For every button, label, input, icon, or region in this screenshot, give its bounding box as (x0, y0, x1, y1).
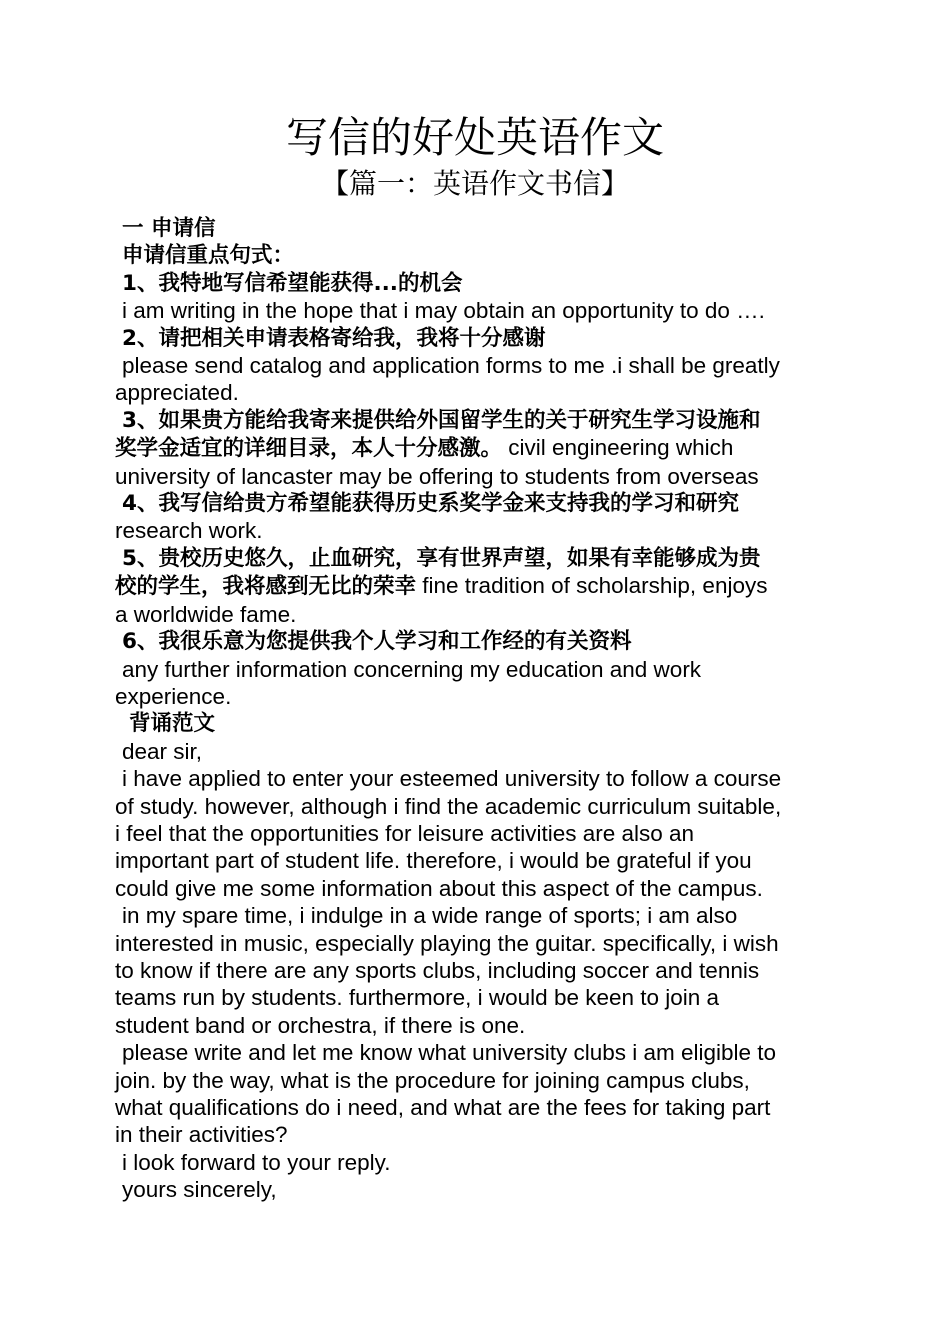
item-3-cn-line1: 3、如果贵方能给我寄来提供给外国留学生的关于研究生学习设施和 (122, 407, 761, 433)
item-4-en: research work. (115, 518, 263, 544)
item-5-en-line2: a worldwide fame. (115, 601, 297, 627)
item-1-cn: 1、我特地写信希望能获得...的机会 (122, 270, 463, 296)
letter-p1-line: of study. however, although i find the academic curriculum suitable, (115, 793, 782, 819)
letter-p2-line: to know if there are any sports clubs, including soccer and tennis (115, 957, 760, 983)
letter-p1-line: i have applied to enter your esteemed university to follow a course (122, 766, 782, 792)
letter-p2-line: interested in music, especially playing the guitar. specifically, i wish (115, 930, 779, 956)
item-1-en: i am writing in the hope that i may obtain an opportunity to do …. (122, 298, 765, 324)
item-5-cn-line1: 5、贵校历史悠久，止血研究，享有世界声望，如果有幸能够成为贵 (122, 545, 761, 571)
item-5-mixed-line (115, 572, 835, 600)
document-title: 写信的好处英语作文 (285, 113, 664, 162)
letter-p1-line: important part of student life. therefore, i would be grateful if you (115, 848, 752, 874)
letter-p1-line: i feel that the opportunities for leisure activities are also an (115, 820, 695, 846)
item-3-cn-line2: 奖学金适宜的详细目录，本人十分感激。 (115, 436, 503, 462)
section-heading: 一 申请信 (122, 216, 216, 241)
item-5-en-line1: fine tradition of scholarship, enjoys (422, 573, 768, 599)
item-3-mixed-line (115, 434, 835, 462)
document-subtitle: 【篇一：英语作文书信】 (320, 167, 629, 200)
letter-p2-line: teams run by students. furthermore, i would be keen to join a (115, 985, 720, 1011)
letter-p2-line: student band or orchestra, if there is one. (115, 1012, 526, 1038)
letter-p2-line: in my spare time, i indulge in a wide range of sports; i am also (122, 903, 738, 929)
item-2-cn: 2、请把相关申请表格寄给我，我将十分感谢 (122, 325, 546, 351)
document-body (115, 215, 835, 1204)
key-sentences-heading: 申请信重点句式： (122, 243, 295, 269)
item-2-en-line1: please send catalog and application forms to me .i shall be greatly (122, 353, 780, 379)
item-5-cn-line2: 校的学生，我将感到无比的荣幸 (115, 574, 417, 600)
letter-salutation: dear sir, (122, 738, 203, 764)
item-6-cn: 6、我很乐意为您提供我个人学习和工作经的有关资料 (122, 629, 632, 655)
letter-p3-line: please write and let me know what university clubs i am eligible to (122, 1040, 777, 1066)
letter-closing-2: yours sincerely, (122, 1177, 277, 1203)
item-2-en-line2: appreciated. (115, 380, 239, 406)
letter-closing-1: i look forward to your reply. (122, 1149, 391, 1175)
letter-p3-line: what qualifications do i need, and what are the fees for taking part (115, 1095, 771, 1120)
item-3-en-line2: university of lancaster may be offering to students from overseas (115, 463, 759, 489)
sample-heading: 背诵范文 (129, 711, 216, 737)
item-4-cn: 4、我写信给贵方希望能获得历史系奖学金来支持我的学习和研究 (122, 491, 739, 517)
letter-p3-line: in their activities? (115, 1122, 288, 1148)
letter-p1-line: could give me some information about this aspect of the campus. (115, 875, 763, 901)
item-3-en-line1: civil engineering which (508, 435, 734, 461)
letter-p3-line: join. by the way, what is the procedure for joining campus clubs, (115, 1067, 750, 1093)
item-6-en-line2: experience. (115, 683, 232, 709)
item-6-en-line1: any further information concerning my education and work (122, 656, 702, 682)
